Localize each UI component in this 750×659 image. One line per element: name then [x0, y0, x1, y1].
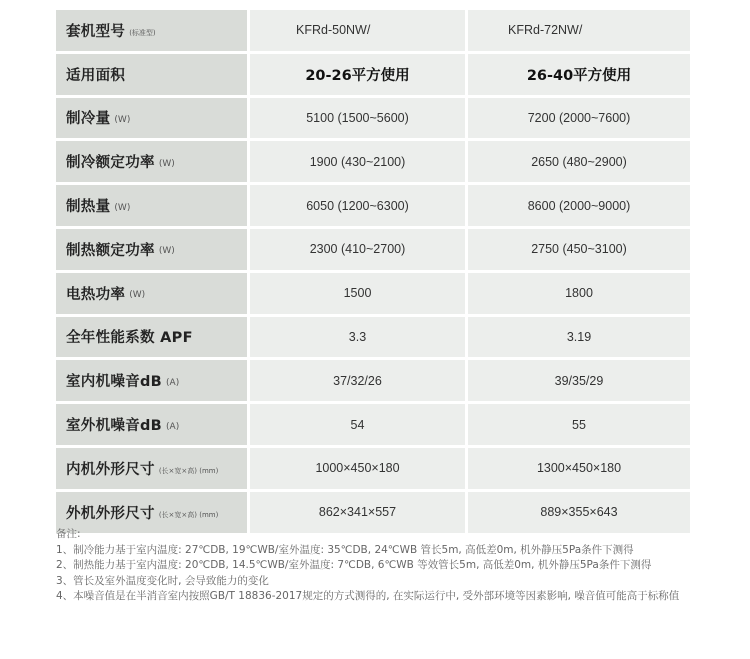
model-b-cell [468, 141, 690, 182]
row-unit: (W) [114, 114, 131, 125]
model-b-value: 2750 (450~3100) [531, 242, 627, 257]
model-b-value: 1300×450×180 [536, 461, 622, 476]
note-item: 3、管长及室外温度变化时, 会导致能力的变化 [56, 574, 269, 587]
model-a-value: 3.3 [348, 329, 367, 344]
model-a-cell [250, 141, 465, 182]
note-item: 4、本噪音值是在半消音室内按照GB/T 18836-2017规定的方式测得的, 在实际运行中, 受外部环境等因素影响, 噪音值可能高于标称值 [56, 590, 680, 603]
row-unit: (A) [166, 377, 180, 388]
model-a-cell [250, 273, 465, 314]
row-label: 室外机噪音dB [66, 418, 163, 435]
model-a-value: 862×341×557 [318, 505, 397, 520]
model-a-cell [250, 10, 465, 51]
row-label-cell [56, 54, 247, 95]
model-b-value: 1800 [565, 286, 593, 301]
row-unit: (标准型) [129, 28, 156, 37]
row-unit: (W) [114, 202, 131, 213]
model-a-value: 1900 (430~2100) [309, 154, 406, 169]
row-label: 外机外形尺寸 [66, 505, 155, 522]
model-b-cell [468, 317, 690, 358]
row-label-cell [56, 185, 247, 226]
model-b-value: 7200 (2000~7600) [527, 110, 631, 125]
row-unit: (长×宽×高) (mm) [158, 510, 219, 519]
model-a-cell [250, 360, 465, 401]
model-a-value: 6050 (1200~6300) [306, 198, 409, 213]
row-label: 制热额定功率 [66, 242, 155, 259]
spec-row-area [56, 54, 690, 95]
model-b-cell [468, 98, 690, 139]
model-b-value: 3.19 [566, 329, 592, 344]
model-b-value: 26-40平方使用 [526, 67, 632, 84]
model-b-cell [468, 54, 690, 95]
spec-row-indoor-noise [56, 360, 690, 401]
row-unit: (W) [129, 290, 146, 301]
model-b-value: 8600 (2000~9000) [527, 198, 631, 213]
spec-row-indoor-dimensions [56, 448, 690, 489]
spec-row-model [56, 10, 690, 51]
spec-row-heating-power [56, 229, 690, 270]
row-label: 制热量 [66, 199, 111, 216]
model-a-value: 1000×450×180 [315, 461, 400, 476]
row-unit: (W) [158, 246, 175, 257]
model-a-cell [250, 317, 465, 358]
row-label: 套机型号 [66, 23, 126, 40]
row-label: 制冷量 [66, 111, 111, 128]
model-a-cell [250, 229, 465, 270]
model-b-cell [468, 10, 690, 51]
row-unit: (长×宽×高) (mm) [158, 466, 219, 475]
model-a-cell [250, 185, 465, 226]
row-label-cell [56, 404, 247, 445]
spec-row-cooling-power [56, 141, 690, 182]
spec-row-electric-heating [56, 273, 690, 314]
model-a-value: 37/32/26 [333, 373, 382, 388]
model-b-value: 2650 (480~2900) [531, 154, 627, 169]
model-b-cell [468, 185, 690, 226]
row-label-cell [56, 273, 247, 314]
model-a-cell [250, 98, 465, 139]
model-a-value: 1500 [343, 286, 372, 301]
row-label-cell [56, 360, 247, 401]
row-label-cell [56, 141, 247, 182]
note-item: 1、制冷能力基于室内温度: 27℃DB, 19℃WB/室外温度: 35℃DB, 24℃WB 管长5m, 高低差0m, 机外静压5Pa条件下测得 [56, 543, 634, 556]
notes-section [56, 527, 746, 605]
row-label: 室内机噪音dB [66, 374, 163, 391]
row-label: 内机外形尺寸 [66, 461, 155, 478]
notes-title: 备注: [56, 528, 81, 540]
model-a-value: 20-26平方使用 [305, 67, 410, 84]
spec-row-apf [56, 317, 690, 358]
spec-table [56, 10, 690, 536]
model-b-value: 889×355×643 [540, 505, 618, 520]
spec-row-heating-capacity [56, 185, 690, 226]
row-label-cell [56, 10, 247, 51]
model-a-value: 5100 (1500~5600) [306, 110, 409, 125]
model-b-value: KFRd-72NW/ [508, 23, 583, 38]
model-a-value: 54 [350, 417, 365, 432]
model-b-cell [468, 229, 690, 270]
model-a-cell [250, 54, 465, 95]
row-unit: (A) [166, 421, 180, 432]
row-label: 全年性能系数 APF [66, 330, 193, 347]
row-label-cell [56, 229, 247, 270]
model-a-cell [250, 404, 465, 445]
row-label-cell [56, 317, 247, 358]
model-a-value: KFRd-50NW/ [296, 23, 371, 38]
row-label: 电热功率 [66, 286, 126, 303]
model-b-cell [468, 360, 690, 401]
model-a-value: 2300 (410~2700) [309, 242, 406, 257]
model-b-value: 55 [572, 417, 586, 432]
spec-row-outdoor-noise [56, 404, 690, 445]
model-b-cell [468, 404, 690, 445]
row-label: 制冷额定功率 [66, 155, 155, 172]
row-unit: (W) [158, 158, 175, 169]
note-item: 2、制热能力基于室内温度: 20℃DB, 14.5℃WB/室外温度: 7℃DB, 6℃WB 等效管长5m, 高低差0m, 机外静压5Pa条件下测得 [56, 559, 652, 572]
row-label: 适用面积 [66, 67, 126, 84]
row-label-cell [56, 98, 247, 139]
model-a-cell [250, 448, 465, 489]
spec-row-cooling-capacity [56, 98, 690, 139]
row-label-cell [56, 448, 247, 489]
model-b-value: 39/35/29 [554, 373, 604, 388]
model-b-cell [468, 273, 690, 314]
model-b-cell [468, 448, 690, 489]
